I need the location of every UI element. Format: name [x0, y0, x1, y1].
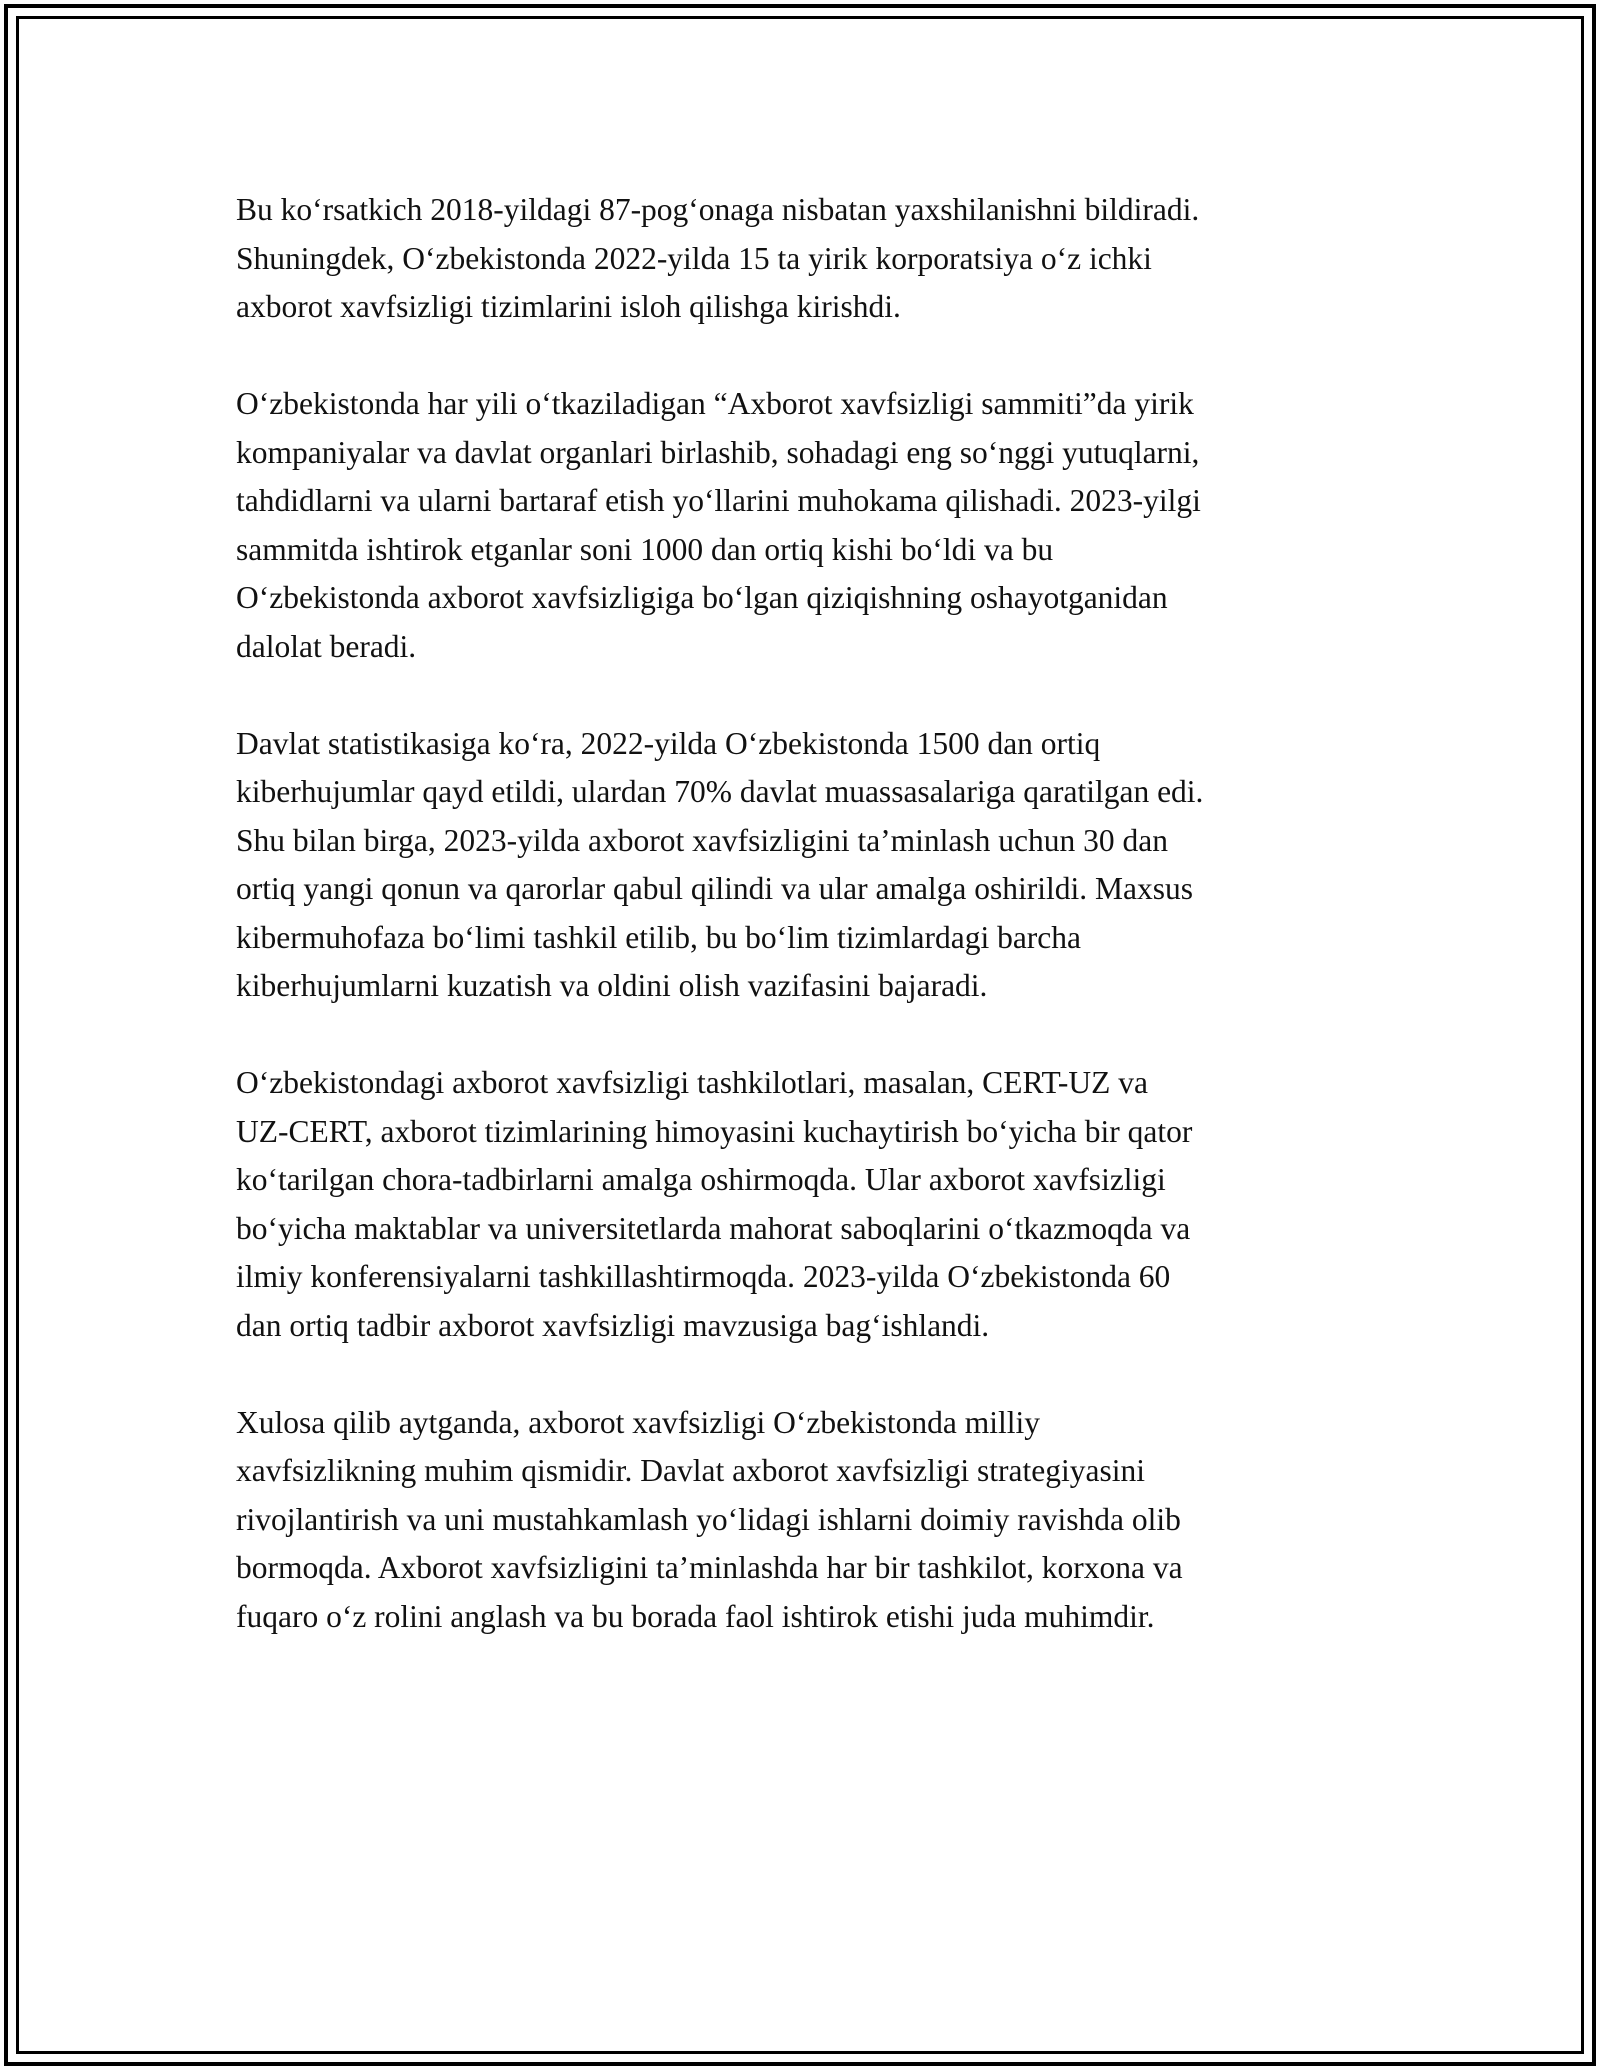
- paragraph: O‘zbekistondagi axborot xavfsizligi tashkilotlari, masalan, CERT-UZ va UZ-CERT, axborot tizimlarining himoyasini kuchaytirish bo‘yicha bir qator ko‘tarilgan chora-tadbirlarni amalga oshirmoqda. Ular axborot xavfsizligi bo‘yicha maktablar va universitetlarda mahorat saboqlarini o‘tkazmoqda va ilmiy konferensiyalarni tashkillashtirmoqda. 2023-yilda O‘zbekistonda 60 dan ortiq tadbir axborot xavfsizligi mavzusiga bag‘ishlandi.: [236, 1065, 1193, 1343]
- document-body: [236, 186, 1370, 1690]
- paragraph: Davlat statistikasiga ko‘ra, 2022-yilda O‘zbekistonda 1500 dan ortiq kiberhujumlar qayd etildi, ulardan 70% davlat muassasalariga qaratilgan edi. Shu bilan birga, 2023-yilda axborot xavfsizligini ta’minlash uchun 30 dan ortiq yangi qonun va qarorlar qabul qilindi va ular amalga oshirildi. Maxsus kibermuhofaza bo‘limi tashkil etilib, bu bo‘lim tizimlardagi barcha kiberhujumlarni kuzatish va oldini olish vazifasini bajaradi.: [236, 725, 1204, 1003]
- paragraph: Bu ko‘rsatkich 2018-yildagi 87-pog‘onaga nisbatan yaxshilanishni bildiradi. Shuningdek, O‘zbekistonda 2022-yilda 15 ta yirik korporatsiya o‘z ichki axborot xavfsizligi tizimlarini isloh qilishga kirishdi.: [236, 192, 1200, 324]
- paragraph: Xulosa qilib aytganda, axborot xavfsizligi O‘zbekistonda milliy xavfsizlikning muhim qismidir. Davlat axborot xavfsizligi strategiyasini rivojlantirish va uni mustahkamlash yo‘lidagi ishlarni doimiy ravishda olib bormoqda. Axborot xavfsizligini ta’minlashda har bir tashkilot, korxona va fuqaro o‘z rolini anglash va bu borada faol ishtirok etishi juda muhimdir.: [236, 1404, 1183, 1634]
- paragraph: O‘zbekistonda har yili o‘tkaziladigan “Axborot xavfsizligi sammiti”da yirik kompaniyalar va davlat organlari birlashib, sohadagi eng so‘nggi yutuqlarni, tahdidlarni va ularni bartaraf etish yo‘llarini muhokama qilishadi. 2023-yilgi sammitda ishtirok etganlar soni 1000 dan ortiq kishi bo‘ldi va bu O‘zbekistonda axborot xavfsizligiga bo‘lgan qiziqishning oshayotganidan dalolat beradi.: [236, 386, 1201, 664]
